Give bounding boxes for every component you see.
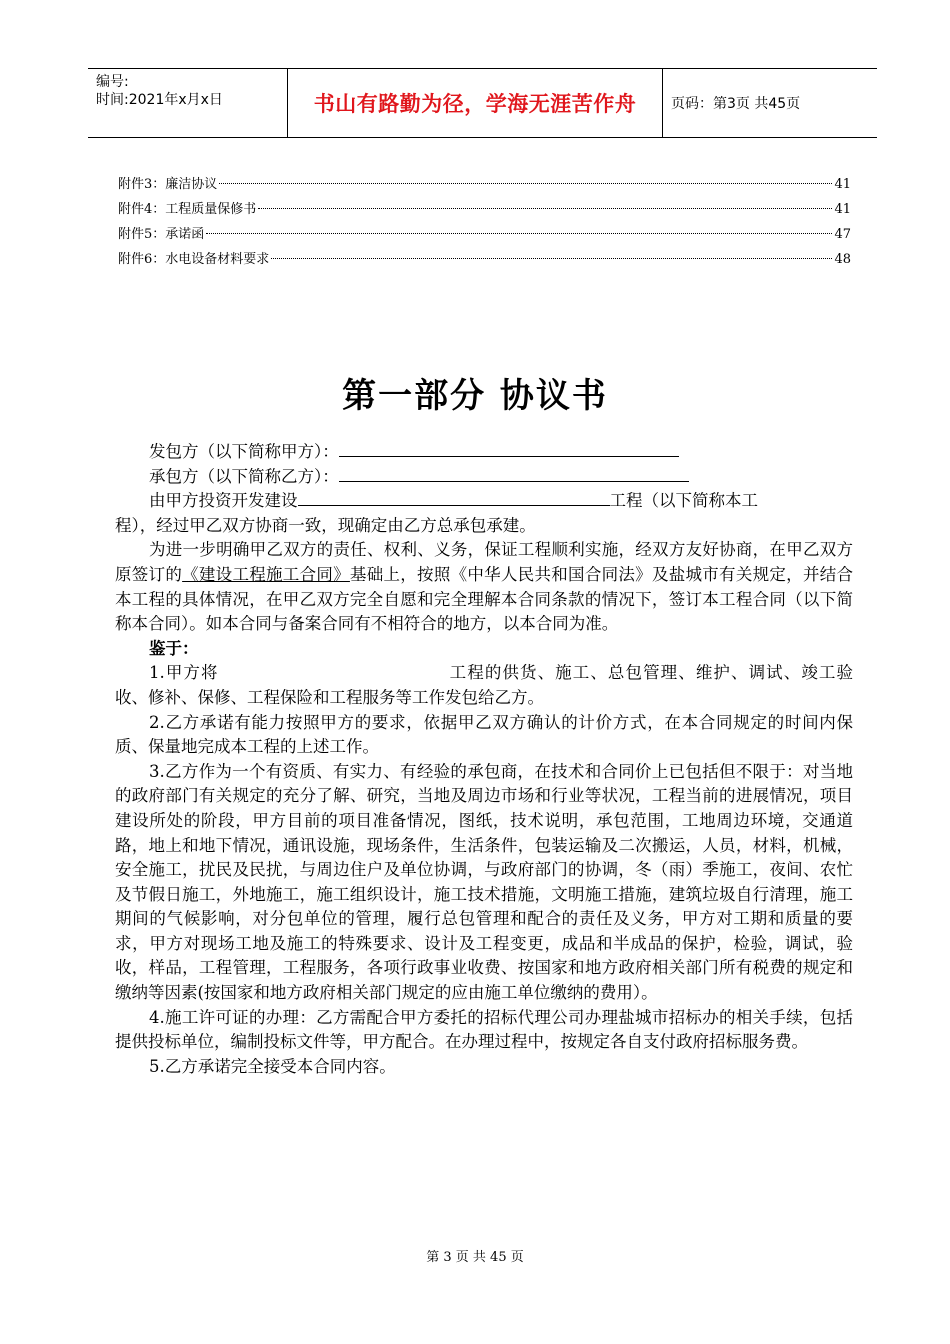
toc-page: 41 xyxy=(834,177,851,192)
toc-item[interactable] xyxy=(118,172,851,197)
toc-page: 48 xyxy=(834,252,851,267)
clause-4: 4.施工许可证的办理：乙方需配合甲方委托的招标代理公司办理盐城市招标办的相关手续，包括提供投标单位，编制投标文件等，甲方配合。在办理过程中，按规定各自支付政府招标服务费。 xyxy=(115,1007,853,1052)
clause-3: 3.乙方作为一个有资质、有实力、有经验的承包商，在技术和合同价上已包括但不限于：对当地的政府部门有关规定的充分了解、研究，当地及周边市场和行业等状况，工程当前的进展情况，项目建设所处的阶段，甲方目前的项目准备情况，图纸，技术说明，承包范围，工地周边环境，交通道路，地上和地下情况，通讯设施，现场条件，生活条件，包装运输及二次搬运，人员，材料，机械，安全施工，扰民及民扰，与周边住户及单位协调，与政府部门的协调，冬（雨）季施工，夜间、农忙及节假日施工，外地施工，施工组织设计，施工技术措施，文明施工措施，建筑垃圾自行清理，施工期间的气候影响，对分包单位的管理，履行总包管理和配合的责任及义务，甲方对工期和质量的要求，甲方对现场工地及施工的特殊要求、设计及工程变更，成品和半成品的保护，检验，调试，验收，样品，工程管理，工程服务，各项行政事业收费、按国家和地方政府相关部门所有税费的规定和缴纳等因素(按国家和地方政府相关部门规定的应由施工单位缴纳的费用）。 xyxy=(115,761,853,1003)
contract-reference: 《建设工程施工合同》 xyxy=(182,564,350,584)
intro-paragraph: 为进一步明确甲乙双方的责任、权利、义务，保证工程顺利实施，经双方友好协商，在甲乙双方原签订的《建设工程施工合同》基础上，按照《中华人民共和国合同法》及盐城市有关规定，并结合本工程的具体情况，在甲乙双方完全自愿和完全理解本合同条款的情况下，签订本工程合同（以下简称本合同）。如本合同与备案合同有不相符合的地方，以本合同为准。 xyxy=(115,540,854,634)
clause-2: 2.乙方承诺有能力按照甲方的要求，依据甲乙双方确认的计价方式，在本合同规定的时间内保质、保量地完成本工程的上述工作。 xyxy=(115,712,853,757)
project-name-blank[interactable] xyxy=(298,491,610,506)
table-of-contents xyxy=(118,172,851,272)
invest-line: 由甲方投资开发建设 工程（以下简称本工 xyxy=(149,491,758,511)
section-title: 第一部分 协议书 xyxy=(342,376,608,416)
toc-label: 附件4：工程质量保修书 xyxy=(118,202,257,217)
time-label: 时间:2021年x月x日 xyxy=(96,92,223,108)
header-meta xyxy=(88,69,288,137)
toc-page: 41 xyxy=(834,202,851,217)
toc-item[interactable] xyxy=(118,197,851,222)
party-b-line: 承包方（以下简称乙方）： xyxy=(115,465,853,490)
party-a-line: 发包方（以下简称甲方）： xyxy=(115,440,853,465)
number-label: 编号: xyxy=(96,74,129,90)
document-body xyxy=(115,440,853,1079)
page-footer: 第 3 页 共 45 页 xyxy=(426,1250,524,1265)
clause-5: 5.乙方承诺完全接受本合同内容。 xyxy=(149,1056,396,1076)
toc-page: 47 xyxy=(834,227,851,242)
page-header xyxy=(88,68,877,138)
party-b-blank[interactable] xyxy=(339,467,689,482)
whereas-heading: 鉴于： xyxy=(149,638,199,658)
header-motto: 书山有路勤为径，学海无涯苦作舟 xyxy=(288,69,663,137)
party-a-blank[interactable] xyxy=(339,442,679,457)
toc-item[interactable] xyxy=(118,222,851,247)
toc-label: 附件3：廉洁协议 xyxy=(118,177,218,192)
invest-continuation: 程），经过甲乙双方协商一致，现确定由乙方总承包承建。 xyxy=(115,515,536,535)
toc-label: 附件6：水电设备材料要求 xyxy=(118,252,270,267)
clause-1: 1.甲方将 工程的供货、施工、总包管理、维护、调试、竣工验收、修补、保修、工程保险和工程服务等工作发包给乙方。 xyxy=(115,663,853,707)
toc-item[interactable] xyxy=(118,247,851,272)
header-page-info: 页码：第3页 共45页 xyxy=(671,96,801,112)
toc-label: 附件5：承诺函 xyxy=(118,227,205,242)
